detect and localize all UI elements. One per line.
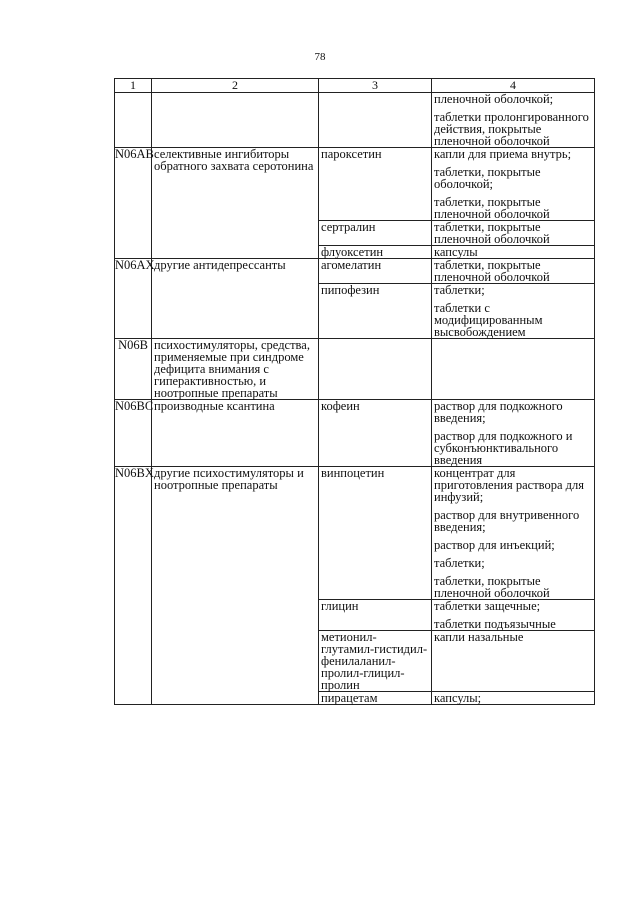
dosage-forms-cell — [432, 284, 595, 339]
drug-name-cell: кофеин — [319, 400, 432, 467]
dosage-form: таблетки с модифицированным высвобождением — [434, 301, 543, 339]
group-name-cell — [152, 93, 319, 148]
dosage-forms-cell — [432, 93, 595, 148]
atc-code-cell — [115, 246, 152, 259]
drug-name-cell: агомелатин — [319, 259, 432, 284]
table-row — [115, 221, 595, 246]
group-name-cell: селективные ингибиторы обратного захвата серотонина — [152, 148, 319, 221]
dosage-forms-cell — [432, 600, 595, 631]
column-header: 3 — [319, 79, 432, 93]
dosage-forms-cell — [432, 467, 595, 600]
group-name-cell — [152, 692, 319, 705]
dosage-forms-cell — [432, 339, 595, 400]
table-row — [115, 339, 595, 400]
table-row — [115, 400, 595, 467]
drug-name-cell: метионил-глутамил-гистидил-фенилаланил-пролил-глицил-пролин — [319, 631, 432, 692]
atc-code-cell — [115, 692, 152, 705]
atc-code-cell — [115, 93, 152, 148]
dosage-forms-cell — [432, 246, 595, 259]
table-row — [115, 259, 595, 284]
table-row — [115, 631, 595, 692]
drug-name-cell: пипофезин — [319, 284, 432, 339]
column-header: 4 — [432, 79, 595, 93]
group-name-cell: психостимуляторы, средства, применяемые при синдроме дефицита внимания с гиперактивностью, и ноотропные препараты — [152, 339, 319, 400]
dosage-form: таблетки пролонгированного действия, покрытые пленочной оболочкой — [434, 110, 589, 148]
dosage-form: капли назальные — [434, 630, 524, 644]
table-row — [115, 692, 595, 705]
dosage-form: таблетки, покрытые оболочкой; — [434, 165, 541, 191]
dosage-form: раствор для внутривенного введения; — [434, 508, 580, 534]
dosage-form: таблетки защечные; — [434, 599, 541, 613]
drug-name-cell: глицин — [319, 600, 432, 631]
atc-code-cell: N06AB — [115, 148, 152, 221]
dosage-form: пленочной оболочкой; — [434, 92, 554, 106]
group-name-cell: другие психостимуляторы и ноотропные препараты — [152, 467, 319, 600]
atc-code-cell: N06BX — [115, 467, 152, 600]
atc-code-cell — [115, 284, 152, 339]
dosage-form: таблетки; — [434, 556, 485, 570]
dosage-form: капсулы; — [434, 691, 482, 705]
atc-code-cell — [115, 631, 152, 692]
dosage-form: раствор для подкожного и субконъюнктивального введения — [434, 429, 573, 467]
table-header-row — [115, 79, 595, 93]
atc-code-cell — [115, 600, 152, 631]
group-name-cell — [152, 600, 319, 631]
page-number: 78 — [314, 51, 326, 63]
dosage-form: таблетки, покрытые пленочной оболочкой — [434, 574, 550, 600]
group-name-cell — [152, 221, 319, 246]
atc-code-cell — [115, 221, 152, 246]
dosage-form: таблетки, покрытые пленочной оболочкой — [434, 195, 550, 221]
table-row — [115, 600, 595, 631]
table-row — [115, 246, 595, 259]
dosage-form: таблетки; — [434, 283, 485, 297]
group-name-cell: другие антидепрессанты — [152, 259, 319, 284]
drug-table — [114, 78, 595, 705]
drug-name-cell — [319, 339, 432, 400]
dosage-form: раствор для подкожного введения; — [434, 399, 563, 425]
column-header: 1 — [115, 79, 152, 93]
dosage-forms-cell — [432, 631, 595, 692]
drug-name-cell: сертралин — [319, 221, 432, 246]
drug-name-cell: пароксетин — [319, 148, 432, 221]
table-row — [115, 148, 595, 221]
dosage-form: таблетки, покрытые пленочной оболочкой — [434, 258, 550, 284]
table-row — [115, 284, 595, 339]
drug-name-cell: флуоксетин — [319, 246, 432, 259]
atc-code-cell: N06AX — [115, 259, 152, 284]
table-row — [115, 467, 595, 600]
dosage-forms-cell — [432, 221, 595, 246]
group-name-cell — [152, 284, 319, 339]
group-name-cell — [152, 631, 319, 692]
dosage-form: таблетки, покрытые пленочной оболочкой — [434, 220, 550, 246]
dosage-form: таблетки подъязычные — [434, 617, 556, 631]
atc-code-cell: N06B — [115, 339, 152, 400]
drug-name-cell: пирацетам — [319, 692, 432, 705]
atc-code-cell: N06BC — [115, 400, 152, 467]
column-header: 2 — [152, 79, 319, 93]
group-name-cell: производные ксантина — [152, 400, 319, 467]
dosage-form: раствор для инъекций; — [434, 538, 555, 552]
dosage-forms-cell — [432, 259, 595, 284]
table-row — [115, 93, 595, 148]
dosage-forms-cell — [432, 400, 595, 467]
dosage-form: концентрат для приготовления раствора для инфузий; — [434, 466, 584, 504]
drug-name-cell: винпоцетин — [319, 467, 432, 600]
dosage-forms-cell — [432, 148, 595, 221]
drug-name-cell — [319, 93, 432, 148]
dosage-forms-cell — [432, 692, 595, 705]
dosage-form: капсулы — [434, 245, 478, 259]
dosage-form: капли для приема внутрь; — [434, 147, 572, 161]
group-name-cell — [152, 246, 319, 259]
